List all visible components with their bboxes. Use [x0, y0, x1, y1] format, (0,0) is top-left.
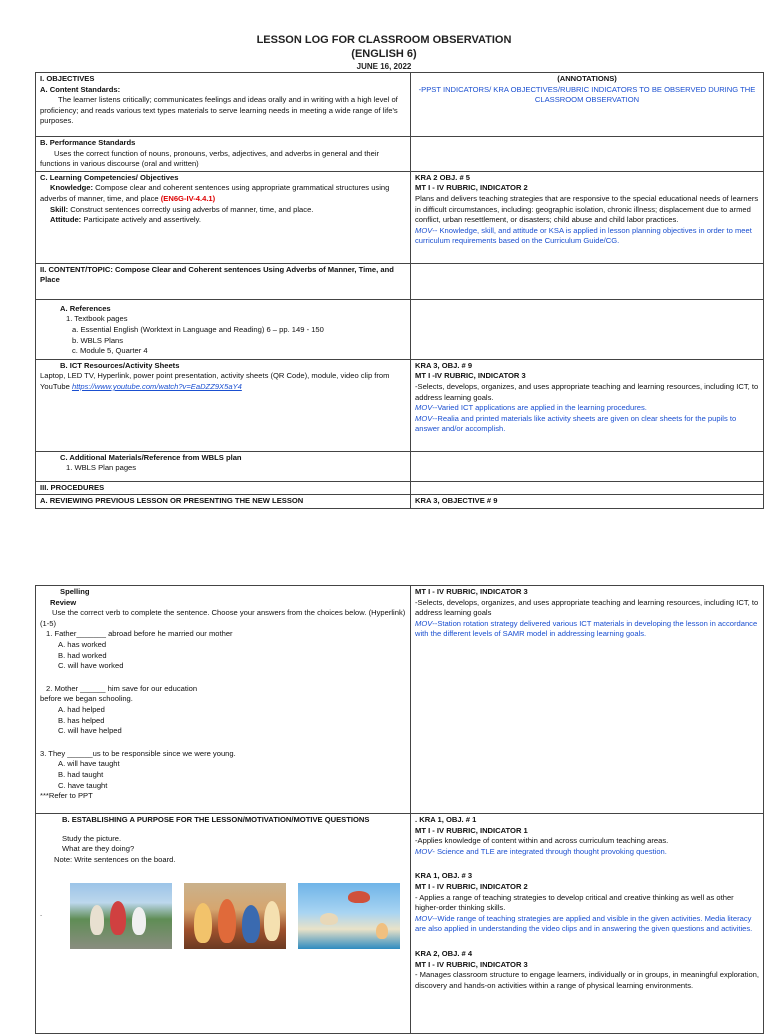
board-note: Note: Write sentences on the board.: [54, 854, 176, 864]
dot-marker: .: [40, 909, 43, 919]
review-instructions: Use the correct verb to complete the sentence. Choose your answers from the choices below. (Hyperlink) (1-5): [40, 608, 406, 628]
knowledge-label: Knowledge:: [50, 183, 94, 193]
mov-label: MOV: [415, 618, 433, 628]
q2-option-a: A. had helped: [58, 704, 105, 714]
mov-ksa: -- Knowledge, skill, and attitude or KSA is applied in lesson planning objectives in order to meet curriculum requirements based on the Curriculum Guide/CG.: [415, 225, 752, 246]
content-standards-text: The learner listens critically; communicates feelings and ideas orally and in writing with a high level of proficiency; and reads various text types materials to serve learning needs in meeting a wide range of life's purposes.: [40, 95, 398, 126]
purpose-cell: [36, 814, 411, 1034]
indicator1-text: -Applies knowledge of content within and across curriculum teaching areas.: [415, 836, 669, 846]
kra2-cell: [411, 171, 764, 263]
ict-cell: [36, 359, 411, 451]
q2-option-b: B. has helped: [58, 715, 105, 725]
mov-wide-line: [415, 914, 759, 935]
spelling-label: Spelling: [60, 587, 90, 596]
mt-indicator-2: MT I - IV RUBRIC, INDICATOR 2: [415, 183, 528, 193]
empty-cell: [411, 481, 764, 495]
performance-heading: B. Performance Standards: [40, 138, 136, 147]
mt-indicator-3: MT I - IV RUBRIC, INDICATOR 3: [415, 587, 528, 596]
attitude-label: Attitude:: [50, 215, 82, 225]
annotations-text: -PPST INDICATORS/ KRA OBJECTIVES/RUBRIC INDICATORS TO BE OBSERVED DURING THE CLASSROOM OBSERVATION: [418, 84, 756, 105]
kra3-objective9: KRA 3, OBJECTIVE # 9: [411, 495, 764, 509]
q2-option-c: C. will have helped: [58, 726, 122, 736]
content-topic: II. CONTENT/TOPIC: Compose Clear and Coherent sentences Using Adverbs of Manner, Time, and Place: [36, 263, 411, 299]
mt-indicator-3: MT I -IV RUBRIC, INDICATOR 3: [415, 371, 526, 381]
review-label: Review: [50, 597, 77, 607]
performance-text: Uses the correct function of nouns, pronouns, verbs, adjectives, and adverbs in general and their functions in various discourse (oral and written): [40, 148, 380, 169]
q3-option-c: C. have taught: [58, 780, 108, 790]
mov-label: MOV: [415, 413, 433, 423]
review-cell: [36, 586, 411, 814]
objectives-cell: [36, 73, 411, 137]
knowledge-text: Compose clear and coherent sentences using appropriate grammatical structures using adverbs of manner, time, and place: [40, 183, 390, 203]
references-cell: [36, 299, 411, 359]
mov-ksa-line: [415, 226, 759, 247]
motivation-pictures: [40, 883, 406, 949]
q3-option-b: B. had taught: [58, 769, 104, 779]
competencies-cell: [36, 171, 411, 263]
kra3-obj9: KRA 3, OBJ. # 9: [415, 360, 473, 370]
empty-cell: [411, 263, 764, 299]
attitude-text: Participate actively and assertively.: [83, 215, 201, 225]
skill-text: Construct sentences correctly using adverbs of manner, time, and place.: [70, 204, 314, 214]
lesson-table-1: [35, 72, 764, 509]
kra2-obj5: KRA 2 OBJ. # 5: [415, 172, 471, 182]
question-3: 3. They ______us to be responsible since we were young.: [40, 748, 236, 758]
mov-wide: --Wide range of teaching strategies are applied and visible in the given activities. Media literacy are also applied in understanding the video clips and in answering the given questions and activities.: [415, 913, 753, 934]
youtube-link[interactable]: https://www.youtube.com/watch?v=EaDZZ9X5aY4: [71, 381, 242, 391]
mov-realia-line: [415, 414, 759, 435]
indicator2-text: - Applies a range of teaching strategies to develop critical and creative thinking as well as other higher-order thinking skills.: [415, 892, 734, 913]
mov-label: MOV: [415, 846, 433, 856]
mt-indicator-2: MT I - IV RUBRIC, INDICATOR 2: [415, 881, 528, 891]
mov-ict-line: [415, 403, 759, 414]
knowledge-code: (EN6G-IV-4.4.1): [160, 193, 216, 203]
empty-cell: [411, 299, 764, 359]
empty-cell: [411, 137, 764, 172]
q1-option-c: C. will have worked: [58, 661, 124, 671]
competencies-heading: C. Learning Competencies/ Objectives: [40, 172, 179, 182]
procedures-heading: III. PROCEDURES: [36, 481, 411, 495]
document-subtitle: (ENGLISH 6): [351, 48, 417, 60]
references-heading: A. References: [60, 303, 111, 313]
indicator3-text: -Selects, develops, organizes, and uses appropriate teaching and learning resources, including ICT, to address learning goals: [415, 597, 759, 618]
q1-option-b: B. had worked: [58, 650, 107, 660]
attitude-line: [40, 215, 406, 226]
mov-station: --Station rotation strategy delivered various ICT materials in developing the lesson in accordance with the different levels of SAMR model in addressing learning goals.: [415, 618, 758, 639]
study-picture: Study the picture.: [62, 833, 122, 843]
skill-line: [40, 205, 406, 216]
reference-item: a. Essential English (Worktext in Language and Reading) 6 – pp. 149 - 150: [72, 324, 324, 334]
ict-text: Laptop, LED TV, Hyperlink, power point presentation, activity sheets (QR Code), module, video clip from YouTube: [40, 371, 390, 391]
refer-ppt: ***Refer to PPT: [40, 791, 93, 801]
knowledge-line: [40, 183, 406, 204]
indicator3-cell: [411, 586, 764, 814]
indicators-cell: [411, 814, 764, 1034]
mt-indicator-1: MT I - IV RUBRIC, INDICATOR 1: [415, 825, 528, 835]
reference-item: 1. Textbook pages: [66, 314, 128, 324]
content-standards-heading: A. Content Standards:: [40, 84, 121, 94]
mov-label: MOV: [415, 225, 433, 235]
reviewing-heading: A. REVIEWING PREVIOUS LESSON OR PRESENTING THE NEW LESSON: [36, 495, 411, 509]
kra2-obj4: KRA 2, OBJ. # 4: [415, 948, 473, 958]
objectives-heading: I. OBJECTIVES: [40, 74, 95, 83]
kra2-text: Plans and delivers teaching strategies that are responsive to the special educational needs of learners in difficult circumstances, including: geographic isolation, chronic illness; displacement due to armed conflict, urban resettlement, or disasters; child abuse and child labor practices.: [415, 193, 759, 225]
question-2-cont: before we began schooling.: [40, 694, 133, 704]
children-running-photo: [70, 883, 172, 949]
additional-item: 1. WBLS Plan pages: [66, 463, 137, 473]
what-doing: What are they doing?: [62, 844, 135, 854]
purpose-heading: B. ESTABLISHING A PURPOSE FOR THE LESSON/MOTIVATION/MOTIVE QUESTIONS: [62, 815, 370, 824]
performance-cell: [36, 137, 411, 172]
kra1-obj1: . KRA 1, OBJ. # 1: [415, 815, 477, 824]
mov-label: MOV: [415, 913, 433, 923]
mov-ict: --Varied ICT applications are applied in the learning procedures.: [432, 403, 647, 413]
kra3-cell: [411, 359, 764, 451]
ict-heading: B. ICT Resources/Activity Sheets: [60, 360, 180, 370]
document-title: LESSON LOG FOR CLASSROOM OBSERVATION: [256, 34, 512, 46]
mov-station-line: [415, 619, 759, 640]
empty-cell: [411, 451, 764, 481]
annotations-cell: [411, 73, 764, 137]
q1-option-a: A. has worked: [58, 639, 107, 649]
reference-item: c. Module 5, Quarter 4: [72, 346, 148, 356]
q3-option-a: A. will have taught: [58, 759, 120, 769]
reference-item: b. WBLS Plans: [72, 335, 124, 345]
mov-realia: --Realia and printed materials like activity sheets are given on clear sheets for the pupils to answer and/or accomplish.: [415, 413, 737, 434]
mov-science-line: [415, 847, 759, 858]
mt-indicator-3b: MT I - IV RUBRIC, INDICATOR 3: [415, 959, 528, 969]
lesson-table-2: [35, 585, 764, 1034]
kra3-text: -Selects, develops, organizes, and uses appropriate teaching and learning resources, including ICT, to address learning goals.: [415, 381, 759, 402]
skill-label: Skill:: [50, 204, 69, 214]
question-1: 1. Father_______ abroad before he married our mother: [46, 629, 233, 639]
children-jumping-photo: [298, 883, 400, 949]
children-group-photo: [184, 883, 286, 949]
document-date: JUNE 16, 2022: [356, 62, 412, 71]
annotations-heading: (ANNOTATIONS): [557, 74, 617, 83]
indicator3b-text: - Manages classroom structure to engage learners, individually or in groups, in meaningful exploration, discovery and hands-on activities within a range of physical learning environments.: [415, 970, 760, 990]
mov-science: - Science and TLE are integrated through thought provoking question.: [432, 846, 667, 856]
ict-text-line: [40, 371, 406, 392]
question-2: 2. Mother ______ him save for our education: [46, 683, 198, 693]
additional-heading: C. Additional Materials/Reference from WBLS plan: [60, 452, 242, 462]
additional-cell: [36, 451, 411, 481]
mov-label: MOV: [415, 403, 433, 413]
kra1-obj3: KRA 1, OBJ. # 3: [415, 871, 473, 881]
